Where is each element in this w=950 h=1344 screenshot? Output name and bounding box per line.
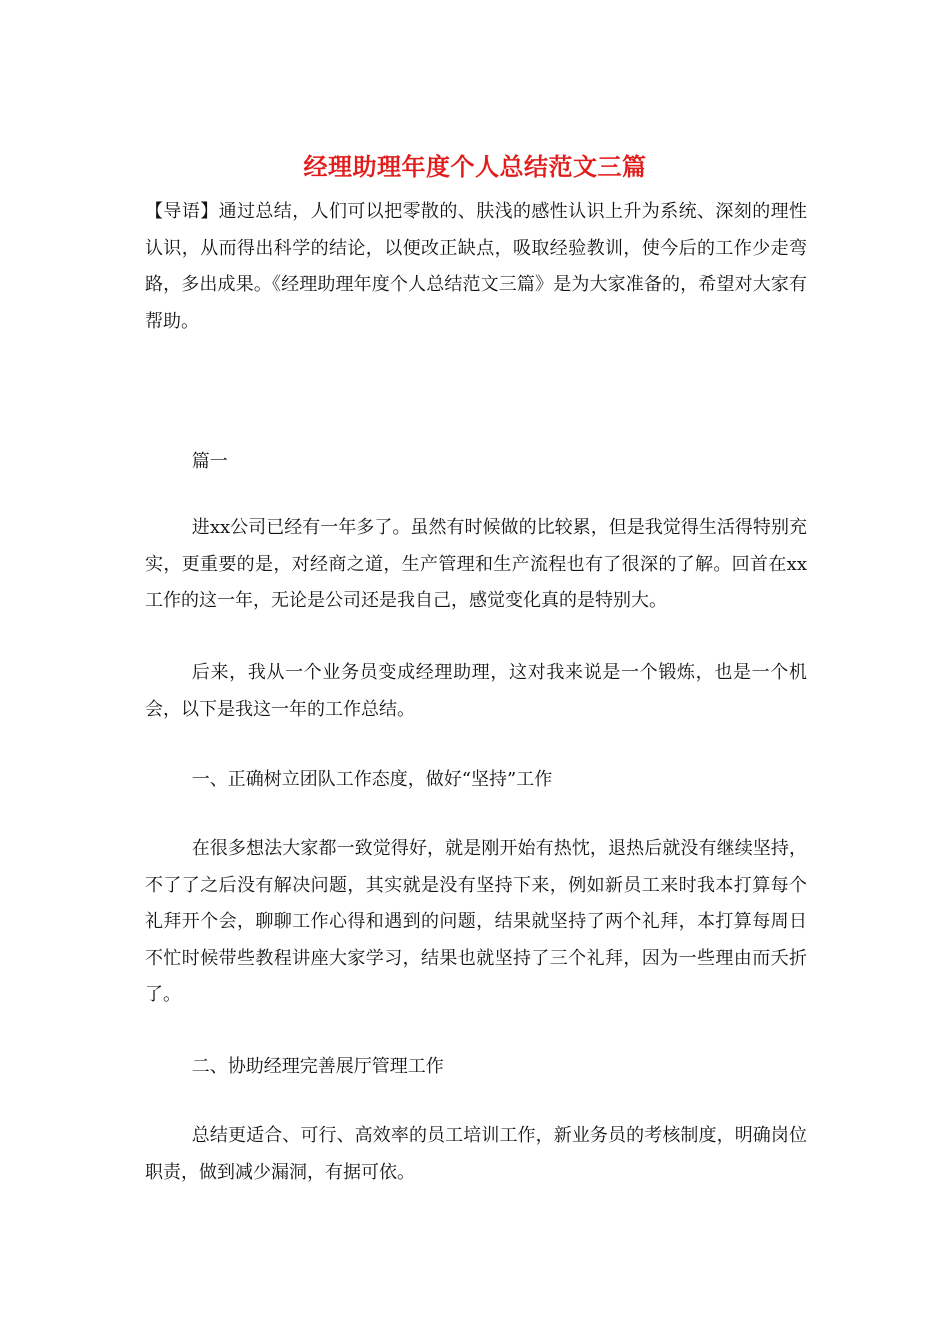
body-paragraph-3: 在很多想法大家都一致觉得好，就是刚开始有热忱，退热后就没有继续坚持，不了了之后没有解决问题，其实就是没有坚持下来，例如新员工来时我本打算每个礼拜开个会，聊聊工作心得和遇到的问题，结果就坚持了两个礼拜，本打算每周日不忙时候带些教程讲座大家学习，结果也就坚持了三个礼拜，因为一些理由而夭折了。 bbox=[145, 838, 807, 1005]
document-title: 经理助理年度个人总结范文三篇 bbox=[303, 152, 647, 181]
body-paragraph-2: 后来，我从一个业务员变成经理助理，这对我来说是一个锻炼，也是一个机会，以下是我这一年的工作总结。 bbox=[145, 662, 807, 720]
body-paragraph-1: 进xx公司已经有一年多了。虽然有时候做的比较累，但是我觉得生活得特别充实，更重要的是，对经商之道，生产管理和生产流程也有了很深的了解。回首在xx工作的这一年，无论是公司还是我自己，感觉变化真的是特别大。 bbox=[145, 517, 807, 611]
subheading-2: 二、协助经理完善展厅管理工作 bbox=[191, 1056, 444, 1077]
intro-paragraph: 【导语】通过总结，人们可以把零散的、肤浅的感性认识上升为系统、深刻的理性认识，从而得出科学的结论，以便改正缺点，吸取经验教训，使今后的工作少走弯路，多出成果。《经理助理年度个人总结范文三篇》是为大家准备的，希望对大家有帮助。 bbox=[145, 201, 807, 332]
subheading-1: 一、正确树立团队工作态度，做好“坚持”工作 bbox=[191, 769, 553, 790]
section-heading: 篇一 bbox=[191, 451, 228, 472]
body-paragraph-4: 总结更适合、可行、高效率的员工培训工作，新业务员的考核制度，明确岗位职责，做到减少漏洞，有据可依。 bbox=[145, 1125, 807, 1183]
